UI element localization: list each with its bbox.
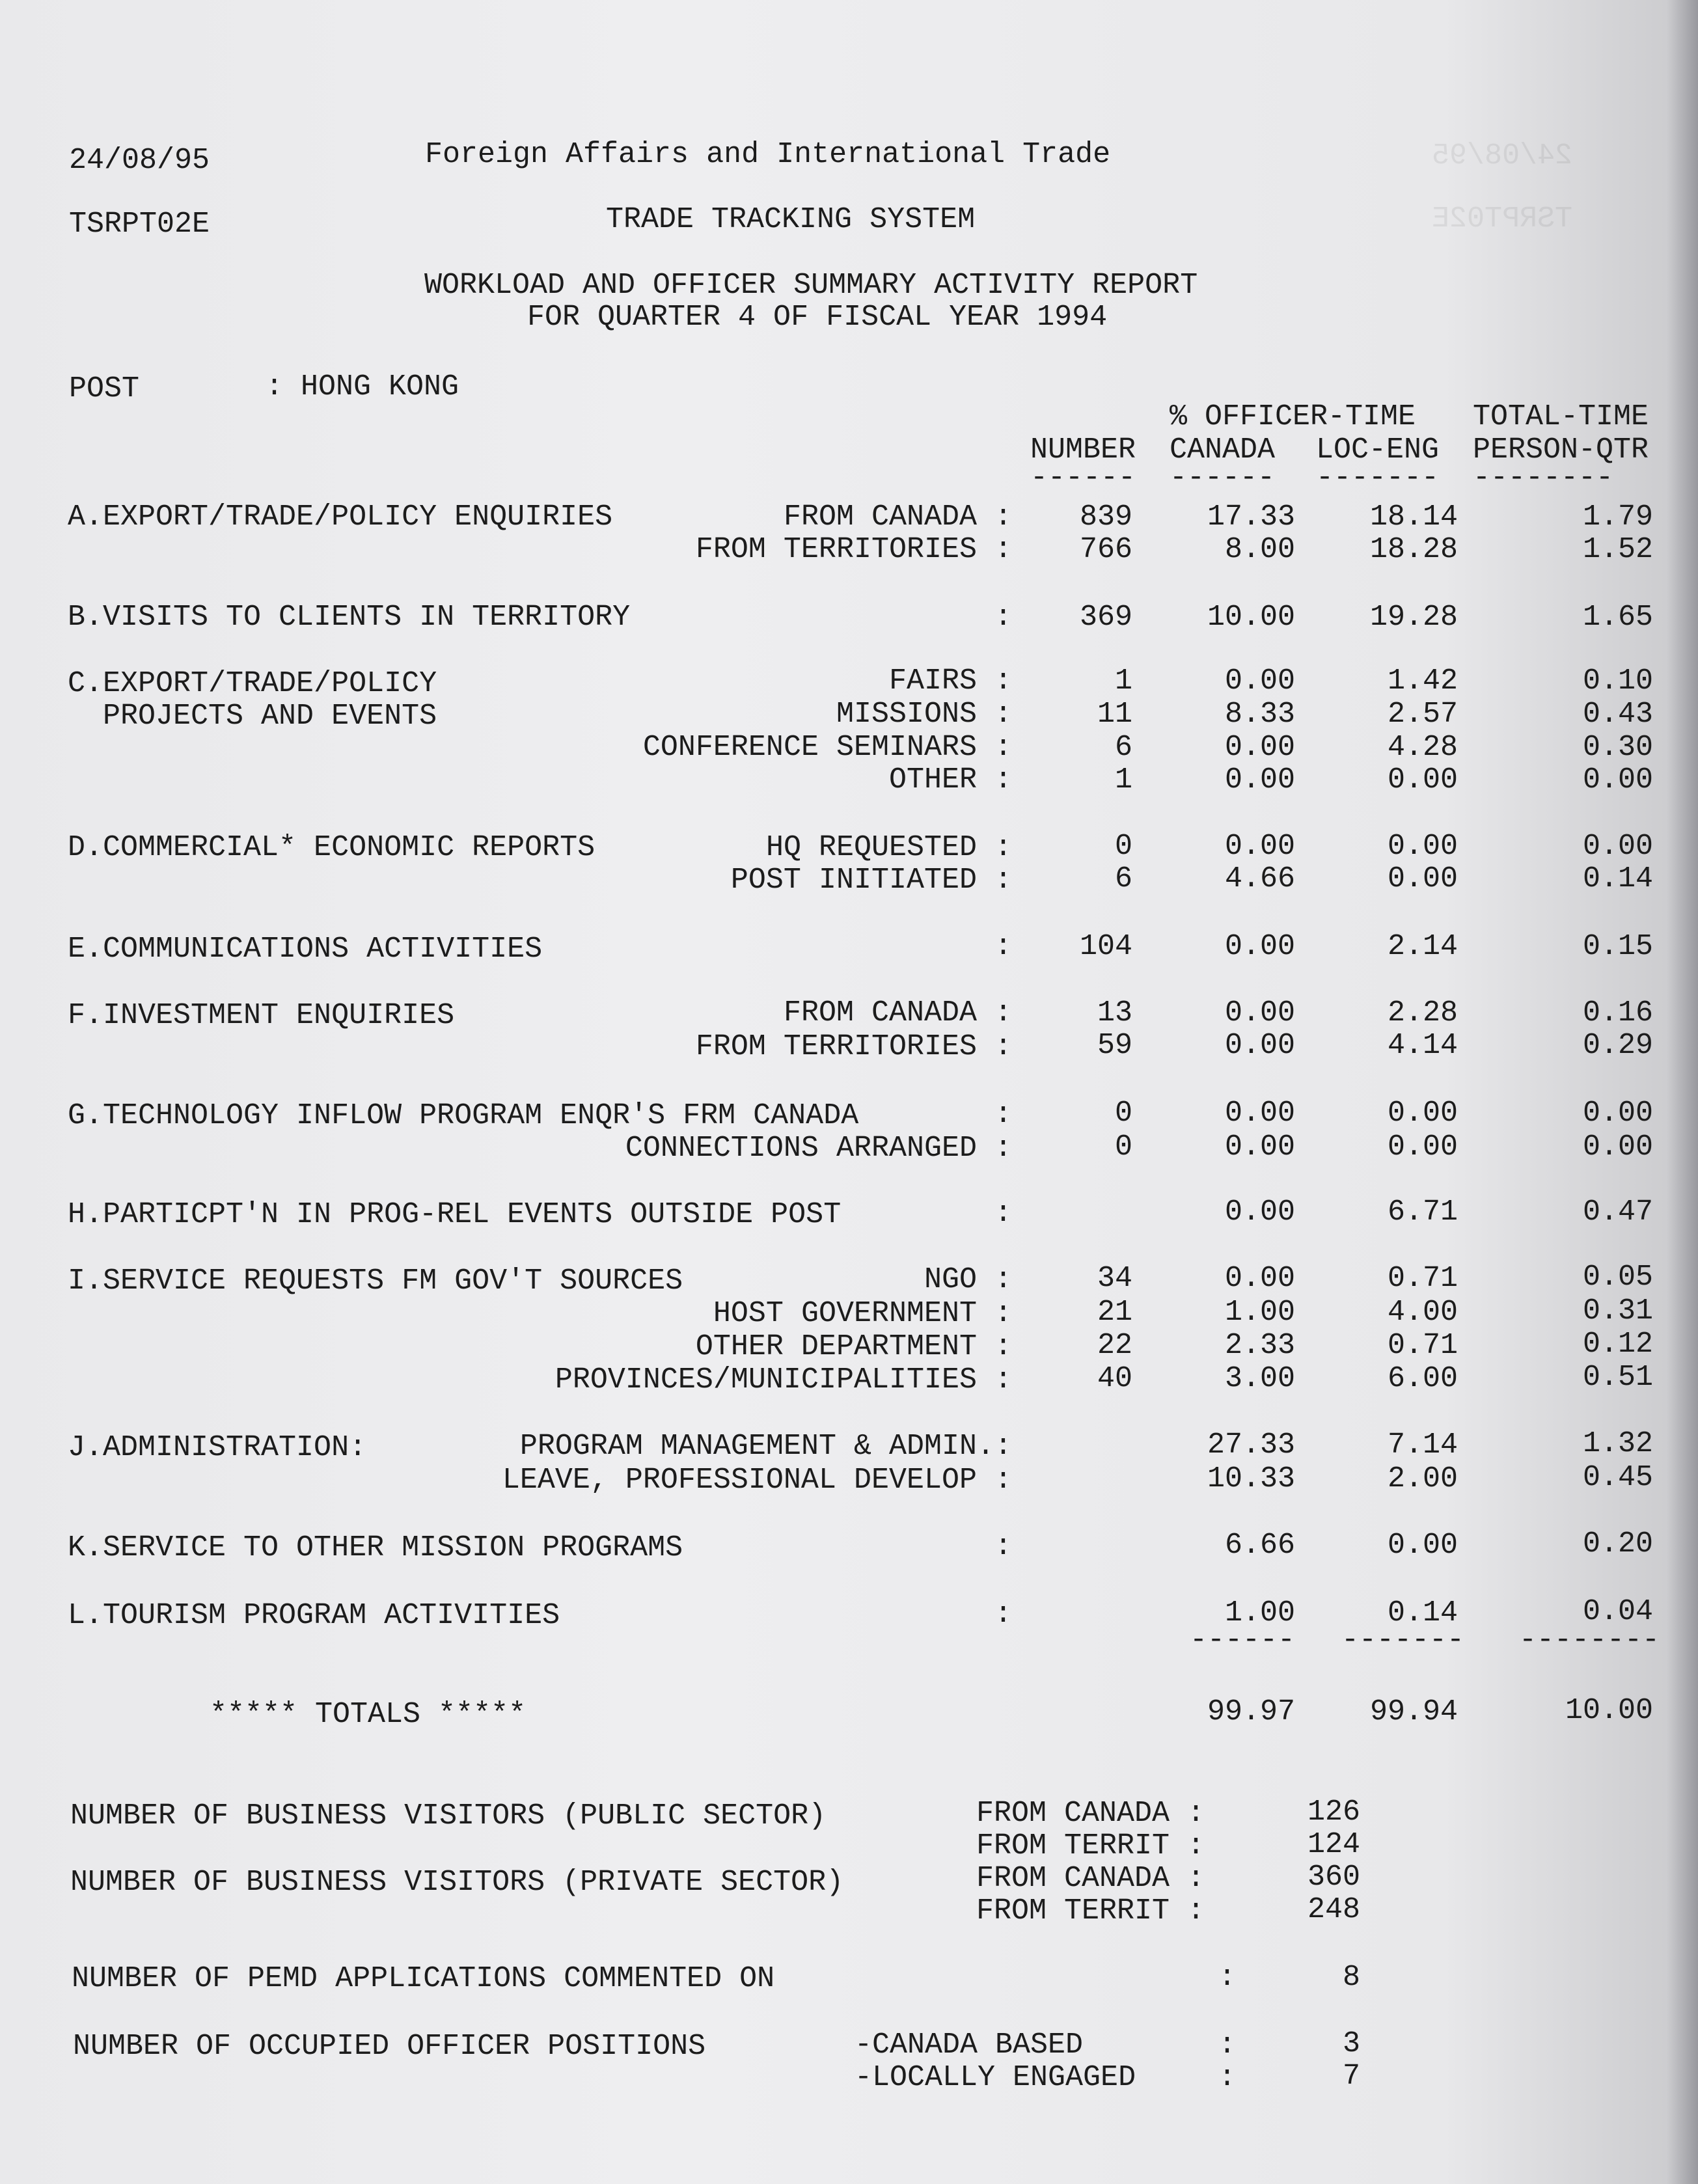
visitors-count: 360 [1307,1861,1360,1894]
row-total: 0.45 [1582,1461,1653,1494]
visitors-public-label: NUMBER OF BUSINESS VISITORS (PUBLIC SECTOR) [70,1799,827,1833]
row-total: 0.43 [1582,698,1653,731]
row-sub-label: PROGRAM MANAGEMENT & ADMIN.: [519,1430,1012,1463]
row-sub-label: LEAVE, PROFESSIONAL DEVELOP : [502,1464,1012,1497]
row-canada: 0.00 [1224,1262,1295,1295]
row-total: 0.31 [1582,1294,1653,1328]
row-loc-eng: 0.71 [1387,1329,1458,1362]
row-number: 1 [1114,763,1132,797]
row-sub-label: : [994,1530,1012,1563]
row-sub-label: PROVINCES/MUNICIPALITIES : [555,1363,1012,1397]
col-group-officer-time: % OFFICER-TIME [1170,400,1416,433]
row-loc-eng: 0.00 [1387,1529,1458,1562]
row-canada: 0.00 [1224,664,1295,698]
row-loc-eng: 2.00 [1387,1462,1458,1495]
page-edge-shadow [1667,0,1698,2184]
row-loc-eng: 19.28 [1369,601,1458,634]
row-total: 0.00 [1582,763,1653,797]
officers-count: 3 [1342,2027,1360,2060]
row-sub-label: FAIRS : [888,664,1012,698]
row-label: I.SERVICE REQUESTS FM GOV'T SOURCES [68,1264,683,1298]
row-total: 0.00 [1582,1130,1653,1164]
row-canada: 0.00 [1224,1097,1295,1130]
row-number: 369 [1079,601,1132,634]
row-label: G.TECHNOLOGY INFLOW PROGRAM ENQR'S FRM CANADA [68,1099,859,1132]
row-canada: 27.33 [1207,1428,1295,1462]
visitors-count: 124 [1307,1828,1360,1861]
row-label: A.EXPORT/TRADE/POLICY ENQUIRIES [68,500,613,534]
totals-underline-loceng: ------- [1341,1624,1464,1657]
row-loc-eng: 4.28 [1387,731,1458,764]
row-canada: 0.00 [1224,830,1295,863]
ghost-report-id: TSRPT02E [1432,202,1573,236]
row-label: J.ADMINISTRATION: [68,1431,367,1464]
row-number: 766 [1079,533,1132,566]
col-loc-eng: LOC-ENG [1316,433,1440,467]
row-number: 11 [1097,698,1132,731]
col-person-qtr: PERSON-QTR [1473,433,1649,467]
row-total: 1.52 [1582,533,1653,566]
pemd-count: 8 [1342,1961,1360,1994]
post-value: : HONG KONG [266,370,459,403]
row-total: 1.32 [1582,1427,1653,1460]
row-total: 1.79 [1582,500,1653,534]
row-sub-label: POST INITIATED : [730,864,1012,897]
totals-canada: 99.97 [1207,1695,1295,1728]
row-number: 6 [1114,862,1132,895]
row-canada: 17.33 [1207,500,1295,534]
row-number: 40 [1097,1362,1132,1395]
row-loc-eng: 0.00 [1387,1130,1458,1164]
col-canada-underline: ------ [1170,461,1276,495]
report-date: 24/08/95 [69,144,210,177]
row-label: E.COMMUNICATIONS ACTIVITIES [68,933,543,966]
row-loc-eng: 6.71 [1387,1195,1458,1229]
officers-colon: : [1218,2061,1237,2094]
system-name: TRADE TRACKING SYSTEM [606,203,976,236]
row-canada: 2.33 [1224,1329,1295,1362]
row-label: F.INVESTMENT ENQUIRIES [68,999,455,1032]
row-loc-eng: 18.28 [1369,533,1458,566]
row-total: 0.05 [1582,1261,1653,1294]
row-sub-label: : [994,1098,1012,1131]
visitors-source: FROM TERRIT : [976,1829,1205,1863]
row-canada: 0.00 [1224,1130,1295,1164]
visitors-private-label: NUMBER OF BUSINESS VISITORS (PRIVATE SECTOR) [70,1866,844,1899]
row-loc-eng: 0.00 [1387,830,1458,863]
visitors-source: FROM TERRIT : [976,1894,1205,1928]
row-total: 1.65 [1582,601,1653,634]
row-total: 0.47 [1582,1195,1653,1229]
row-loc-eng: 2.28 [1387,996,1458,1030]
row-sub-label: HOST GOVERNMENT : [713,1297,1012,1330]
row-total: 0.04 [1582,1595,1653,1628]
row-label: D.COMMERCIAL* ECONOMIC REPORTS [68,831,596,864]
row-number: 0 [1114,1130,1132,1164]
row-total: 0.12 [1582,1328,1653,1361]
row-loc-eng: 4.00 [1387,1296,1458,1329]
officers-label: NUMBER OF OCCUPIED OFFICER POSITIONS [73,2030,706,2063]
row-total: 0.16 [1582,996,1653,1030]
row-sub-label: HQ REQUESTED : [765,831,1012,864]
officers-count: 7 [1342,2060,1360,2093]
row-sub-label: MISSIONS : [836,698,1012,731]
row-loc-eng: 2.14 [1387,930,1458,963]
pemd-colon: : [1218,1961,1237,1994]
row-loc-eng: 4.14 [1387,1029,1458,1062]
row-sub-label: FROM CANADA : [783,996,1012,1030]
row-canada: 1.00 [1224,1596,1295,1630]
row-total: 0.29 [1582,1029,1653,1062]
col-loceng-underline: ------- [1316,461,1440,495]
totals-loc-eng: 99.94 [1369,1695,1458,1728]
row-loc-eng: 18.14 [1369,500,1458,534]
col-group-total-time: TOTAL-TIME [1473,400,1649,433]
visitors-count: 126 [1307,1795,1360,1829]
row-canada: 8.33 [1224,698,1295,731]
row-total: 0.14 [1582,862,1653,895]
row-canada: 0.00 [1224,1195,1295,1229]
row-label: B.VISITS TO CLIENTS IN TERRITORY [68,601,631,634]
report-title-line1: WORKLOAD AND OFFICER SUMMARY ACTIVITY REPORT [424,269,1198,302]
row-sub-label: : [994,930,1012,963]
row-loc-eng: 0.14 [1387,1596,1458,1630]
row-total: 0.10 [1582,664,1653,698]
row-canada: 0.00 [1224,731,1295,764]
row-label: PROJECTS AND EVENTS [68,700,437,733]
row-sub-label: NGO : [924,1263,1012,1296]
report-title-line2: FOR QUARTER 4 OF FISCAL YEAR 1994 [527,301,1108,334]
row-label: K.SERVICE TO OTHER MISSION PROGRAMS [68,1531,683,1564]
col-number-underline: ------ [1030,461,1136,495]
totals-label: ***** TOTALS ***** [210,1698,527,1731]
row-total: 0.15 [1582,930,1653,963]
totals-underline-total: -------- [1518,1624,1660,1657]
row-canada: 3.00 [1224,1362,1295,1395]
post-label: POST [69,372,140,405]
row-number: 34 [1097,1262,1132,1295]
row-number: 13 [1097,996,1132,1030]
row-sub-label: OTHER DEPARTMENT : [695,1330,1012,1363]
row-loc-eng: 0.00 [1387,862,1458,895]
row-sub-label: : [994,1598,1012,1631]
row-number: 6 [1114,731,1132,764]
row-sub-label: CONNECTIONS ARRANGED : [625,1132,1012,1165]
row-sub-label: : [994,1197,1012,1230]
row-total: 0.30 [1582,731,1653,764]
totals-total: 10.00 [1565,1694,1653,1727]
row-sub-label: FROM TERRITORIES : [695,533,1012,566]
row-number: 1 [1114,664,1132,698]
row-number: 59 [1097,1029,1132,1062]
col-number: NUMBER [1030,433,1136,467]
row-label: H.PARTICPT'N IN PROG-REL EVENTS OUTSIDE POST [68,1198,842,1231]
totals-underline-canada: ------ [1189,1624,1295,1657]
row-total: 0.20 [1582,1527,1653,1561]
ghost-date: 24/08/95 [1432,139,1573,172]
row-sub-label: OTHER : [888,763,1012,797]
row-loc-eng: 7.14 [1387,1428,1458,1462]
row-canada: 0.00 [1224,763,1295,797]
row-number: 104 [1079,930,1132,963]
row-total: 0.00 [1582,1097,1653,1130]
row-label: L.TOURISM PROGRAM ACTIVITIES [68,1599,560,1632]
row-label: C.EXPORT/TRADE/POLICY [68,667,437,700]
row-canada: 1.00 [1224,1296,1295,1329]
col-canada: CANADA [1170,433,1276,467]
row-number: 0 [1114,1097,1132,1130]
row-canada: 0.00 [1224,996,1295,1030]
report-id: TSRPT02E [69,208,210,241]
row-canada: 10.33 [1207,1462,1295,1495]
row-total: 0.51 [1582,1361,1653,1394]
row-canada: 8.00 [1224,533,1295,566]
row-total: 0.00 [1582,830,1653,863]
row-number: 21 [1097,1296,1132,1329]
row-number: 839 [1079,500,1132,534]
row-canada: 6.66 [1224,1529,1295,1562]
row-sub-label: FROM TERRITORIES : [695,1030,1012,1063]
row-loc-eng: 6.00 [1387,1362,1458,1395]
visitors-count: 248 [1307,1893,1360,1926]
officers-type: -CANADA BASED [855,2028,1084,2062]
visitors-source: FROM CANADA : [976,1862,1205,1895]
row-loc-eng: 1.42 [1387,664,1458,698]
visitors-source: FROM CANADA : [976,1797,1205,1830]
row-sub-label: FROM CANADA : [783,500,1012,534]
row-sub-label: CONFERENCE SEMINARS : [642,731,1012,764]
row-sub-label: : [994,601,1012,634]
organization-name: Foreign Affairs and International Trade [425,138,1111,171]
col-personqtr-underline: -------- [1473,461,1614,495]
row-canada: 0.00 [1224,1029,1295,1062]
row-number: 0 [1114,830,1132,863]
officers-type: -LOCALLY ENGAGED [855,2061,1136,2094]
row-loc-eng: 0.00 [1387,763,1458,797]
row-loc-eng: 0.71 [1387,1262,1458,1295]
officers-colon: : [1218,2028,1237,2062]
row-canada: 4.66 [1224,862,1295,895]
row-number: 22 [1097,1329,1132,1362]
row-loc-eng: 0.00 [1387,1097,1458,1130]
pemd-label: NUMBER OF PEMD APPLICATIONS COMMENTED ON [72,1962,775,1995]
row-loc-eng: 2.57 [1387,698,1458,731]
row-canada: 0.00 [1224,930,1295,963]
row-canada: 10.00 [1207,601,1295,634]
